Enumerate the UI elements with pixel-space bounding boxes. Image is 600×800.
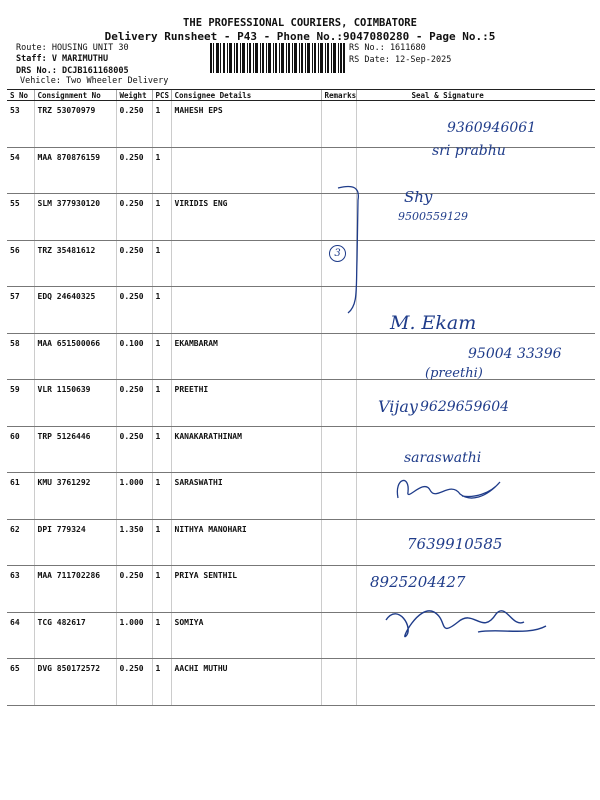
handwritten-phone: 9500559129	[398, 210, 468, 223]
cell-weight: 0.100	[116, 333, 152, 380]
cell-pcs: 1	[152, 473, 171, 520]
cell-seal-signature	[356, 194, 595, 241]
cell-consignment: DVG 850172572	[34, 659, 116, 706]
cell-sno: 55	[7, 194, 34, 241]
cell-weight: 0.250	[116, 101, 152, 148]
cell-pcs: 1	[152, 101, 171, 148]
cell-weight: 0.250	[116, 194, 152, 241]
table-row	[7, 659, 595, 706]
cell-consignment: TRZ 53070979	[34, 101, 116, 148]
cell-seal-signature	[356, 240, 595, 287]
cell-pcs: 1	[152, 194, 171, 241]
cell-consignee: KANAKARATHINAM	[171, 426, 321, 473]
cell-sno: 56	[7, 240, 34, 287]
handwritten-phone: 9629659604	[420, 399, 510, 415]
rs-number: RS No.: 1611680	[349, 43, 426, 53]
cell-consignee: MAHESH EPS	[171, 101, 321, 148]
cell-sno: 64	[7, 612, 34, 659]
col-consignment: Consignment No	[34, 90, 116, 101]
cell-weight: 0.250	[116, 426, 152, 473]
cell-sno: 54	[7, 147, 34, 194]
cell-sno: 58	[7, 333, 34, 380]
table-row	[7, 240, 595, 287]
cell-consignee: NITHYA MANOHARI	[171, 519, 321, 566]
cell-consignment: EDQ 24640325	[34, 287, 116, 334]
cell-weight: 0.250	[116, 240, 152, 287]
cell-remarks	[321, 101, 356, 148]
cell-consignment: SLM 377930120	[34, 194, 116, 241]
col-consignee: Consignee Details	[171, 90, 321, 101]
handwritten-name: saraswathi	[404, 450, 482, 466]
cell-weight: 0.250	[116, 566, 152, 613]
cell-weight: 0.250	[116, 380, 152, 427]
runsheet-title: Delivery Runsheet - P43 - Phone No.:9047080280 - Page No.:5	[104, 30, 496, 43]
barcode	[210, 43, 345, 73]
signature-scribble	[390, 468, 520, 508]
cell-consignee: PREETHI	[171, 380, 321, 427]
cell-remarks	[321, 426, 356, 473]
table-header-row	[7, 90, 595, 101]
cell-consignee: SOMIYA	[171, 612, 321, 659]
handwritten-phone: 9360946061	[447, 120, 537, 136]
remarks-pen-mark	[336, 180, 366, 320]
staff-label: Staff: V MARIMUTHU	[16, 54, 109, 64]
cell-weight: 0.250	[116, 287, 152, 334]
cell-consignee	[171, 240, 321, 287]
table-row	[7, 426, 595, 473]
table-row	[7, 287, 595, 334]
cell-consignment: KMU 3761292	[34, 473, 116, 520]
cell-consignee: SARASWATHI	[171, 473, 321, 520]
cell-weight: 0.250	[116, 659, 152, 706]
cell-remarks	[321, 519, 356, 566]
cell-consignment: MAA 711702286	[34, 566, 116, 613]
handwritten-signature: M. Ekam	[390, 312, 477, 334]
cell-seal-signature	[356, 659, 595, 706]
cell-consignment: MAA 870876159	[34, 147, 116, 194]
cell-weight: 1.000	[116, 473, 152, 520]
cell-remarks	[321, 566, 356, 613]
drs-number: DRS No.: DCJB161168005	[16, 66, 129, 76]
cell-sno: 59	[7, 380, 34, 427]
cell-sno: 65	[7, 659, 34, 706]
cell-consignment: TRZ 35481612	[34, 240, 116, 287]
cell-pcs: 1	[152, 566, 171, 613]
vehicle-label: Vehicle: Two Wheeler Delivery	[20, 76, 169, 86]
cell-consignee	[171, 287, 321, 334]
cell-pcs: 1	[152, 240, 171, 287]
cell-pcs: 1	[152, 519, 171, 566]
cell-consignee: PRIYA SENTHIL	[171, 566, 321, 613]
handwritten-phone: 95004 33396	[468, 346, 562, 362]
route-label: Route: HOUSING UNIT 30	[16, 43, 129, 53]
cell-pcs: 1	[152, 147, 171, 194]
table-row	[7, 194, 595, 241]
handwritten-phone: 8925204427	[370, 573, 466, 591]
cell-weight: 1.350	[116, 519, 152, 566]
cell-consignment: VLR 1150639	[34, 380, 116, 427]
cell-remarks	[321, 333, 356, 380]
col-weight: Weight	[116, 90, 152, 101]
cell-pcs: 1	[152, 659, 171, 706]
cell-consignee	[171, 147, 321, 194]
cell-consignment: DPI 779324	[34, 519, 116, 566]
cell-consignee: VIRIDIS ENG	[171, 194, 321, 241]
cell-consignment: TCG 482617	[34, 612, 116, 659]
cell-remarks	[321, 380, 356, 427]
handwritten-signature: Shy	[404, 188, 433, 206]
cell-sno: 61	[7, 473, 34, 520]
cell-consignee: EKAMBARAM	[171, 333, 321, 380]
cell-consignment: MAA 651500066	[34, 333, 116, 380]
cell-pcs: 1	[152, 333, 171, 380]
cell-sno: 53	[7, 101, 34, 148]
circled-mark: 3	[329, 245, 346, 262]
col-seal-signature: Seal & Signature	[356, 90, 595, 101]
cell-pcs: 1	[152, 287, 171, 334]
rs-date: RS Date: 12-Sep-2025	[349, 55, 452, 65]
handwritten-phone: 7639910585	[407, 535, 503, 553]
cell-pcs: 1	[152, 426, 171, 473]
cell-sno: 57	[7, 287, 34, 334]
cell-weight: 0.250	[116, 147, 152, 194]
handwritten-name: sri prabhu	[432, 143, 506, 159]
col-pcs: PCS	[152, 90, 171, 101]
cell-weight: 1.000	[116, 612, 152, 659]
handwritten-name: (preethi)	[425, 366, 483, 381]
table-row	[7, 147, 595, 194]
company-title: THE PROFESSIONAL COURIERS, COIMBATORE	[183, 17, 417, 29]
cell-remarks	[321, 612, 356, 659]
signature-scribble	[378, 592, 558, 647]
cell-consignment: TRP 5126446	[34, 426, 116, 473]
col-remarks: Remarks	[321, 90, 356, 101]
cell-remarks	[321, 473, 356, 520]
col-sno: S No	[7, 90, 34, 101]
cell-consignee: AACHI MUTHU	[171, 659, 321, 706]
handwritten-signature: Vijay	[378, 397, 418, 416]
cell-sno: 62	[7, 519, 34, 566]
cell-pcs: 1	[152, 380, 171, 427]
cell-sno: 63	[7, 566, 34, 613]
cell-sno: 60	[7, 426, 34, 473]
cell-remarks	[321, 659, 356, 706]
cell-pcs: 1	[152, 612, 171, 659]
table-row	[7, 519, 595, 566]
